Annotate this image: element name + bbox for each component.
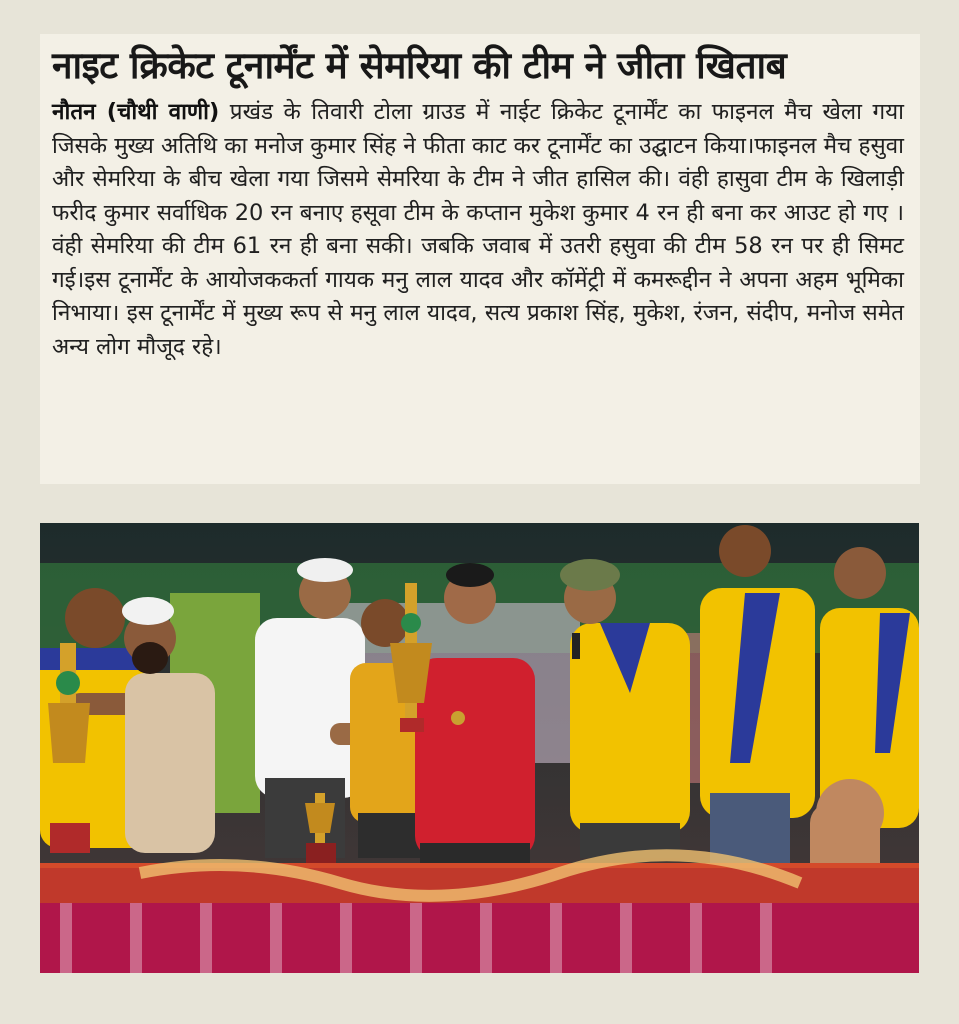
- headline: नाइट क्रिकेट टूनार्मेंट में सेमरिया की टीम ने जीता खिताब: [52, 44, 787, 87]
- trophy-presentation-photo: [40, 523, 919, 973]
- table-skirt: [40, 903, 919, 973]
- newspaper-clipping: [40, 34, 920, 484]
- dateline: नौतन (चौथी वाणी): [52, 99, 220, 125]
- article-text: प्रखंड के तिवारी टोला ग्राउड में नाईट क्रिकेट टूनार्मेंट का फाइनल मैच खेला गया जिसके मुख्य अतिथि का मनोज कुमार सिंह ने फीता काट कर टूनार्मेंट का उद्घाटन किया।फाइनल मैच हसुवा और सेमरिया के बीच खेला गया जिसमे सेमरिया के टीम ने जीत हासिल की। वंही हासुवा टीम के खिलाड़ी फरीद कुमार सर्वाधिक 20 रन बनाए हसूवा टीम के कप्तान मुकेश कुमार 4 रन ही बना कर आउट हो गए । वंही सेमरिया की टीम 61 रन ही बना सकी। जबकि जवाब में उतरी हसुवा की टीम 58 रन पर ही सिमट गई।इस टूनार्मेंट के आयोजककर्ता गायक मनु लाल यादव और कॉमेंट्री में कमरूद्दीन ने अपना अहम भूमिका निभाया। इस टूनार्मेंट में मुख्य रूप से मनु लाल यादव, सत्य प्रकाश सिंह, मुकेश, रंजन, संदीप, मनोज समेत अन्य लोग मौजूद रहे।: [52, 99, 905, 360]
- article-body: [52, 96, 904, 364]
